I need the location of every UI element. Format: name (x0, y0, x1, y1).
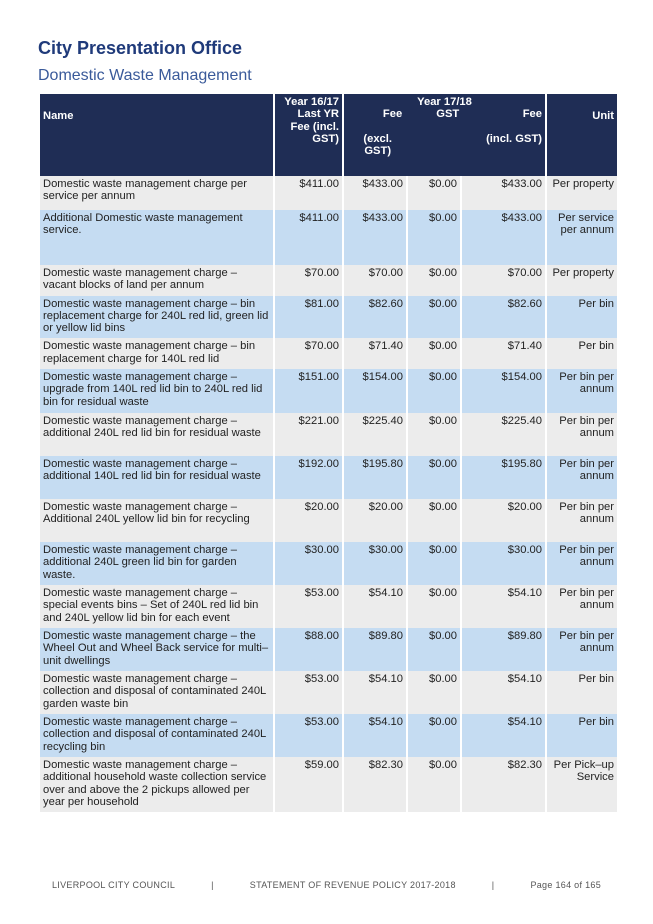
header-fee-excl: Fee (382, 108, 403, 121)
cell-gst: $0.00 (408, 413, 460, 456)
cell-last-year-fee: $192.00 (275, 456, 342, 499)
table-row (40, 265, 617, 296)
cell-fee-excl-gst: $433.00 (344, 176, 406, 210)
header-unit: Unit (547, 94, 617, 176)
cell-name: Domestic waste management charge – the Wheel Out and Wheel Back service for multi–unit dwellings (40, 628, 273, 671)
cell-fee-incl-gst: $89.80 (462, 628, 545, 671)
cell-gst: $0.00 (408, 296, 460, 339)
cell-name: Domestic waste management charge – additional 240L red lid bin for residual waste (40, 413, 273, 456)
fees-table (38, 94, 619, 812)
cell-last-year-fee: $411.00 (275, 210, 342, 265)
header-fee-incl: Fee (522, 108, 542, 121)
table-row (40, 628, 617, 671)
table-row (40, 176, 617, 210)
header-fee-excl-note: (excl. GST) (363, 132, 392, 157)
cell-last-year-fee: $411.00 (275, 176, 342, 210)
cell-fee-excl-gst: $54.10 (344, 714, 406, 757)
header-fee-excl-cell (347, 108, 402, 120)
cell-fee-excl-gst: $20.00 (344, 499, 406, 542)
cell-fee-incl-gst: $225.40 (462, 413, 545, 456)
cell-fee-incl-gst: $82.60 (462, 296, 545, 339)
cell-name: Domestic waste management charge per service per annum (40, 176, 273, 210)
cell-unit: Per bin (547, 671, 617, 714)
cell-fee-excl-gst: $82.30 (344, 757, 406, 812)
cell-last-year-fee: $81.00 (275, 296, 342, 339)
cell-name: Domestic waste management charge – vacant blocks of land per annum (40, 265, 273, 296)
table-row (40, 369, 617, 413)
cell-fee-excl-gst: $195.80 (344, 456, 406, 499)
page-footer (0, 880, 653, 890)
cell-fee-excl-gst: $433.00 (344, 210, 406, 265)
cell-fee-excl-gst: $54.10 (344, 585, 406, 628)
cell-fee-excl-gst: $154.00 (344, 369, 406, 413)
cell-gst: $0.00 (408, 542, 460, 585)
cell-last-year-fee: $53.00 (275, 671, 342, 714)
cell-gst: $0.00 (408, 265, 460, 296)
table-row (40, 456, 617, 499)
cell-fee-excl-gst: $54.10 (344, 671, 406, 714)
table-row (40, 585, 617, 628)
table-row (40, 542, 617, 585)
section-subtitle: Domestic Waste Management (38, 67, 252, 84)
cell-fee-excl-gst: $82.60 (344, 296, 406, 339)
cell-gst: $0.00 (408, 210, 460, 265)
cell-unit: Per bin per annum (547, 628, 617, 671)
footer-doc: STATEMENT OF REVENUE POLICY 2017-2018 (249, 880, 456, 890)
cell-name: Additional Domestic waste management service. (40, 210, 273, 265)
footer-org: LIVERPOOL CITY COUNCIL (52, 880, 176, 890)
cell-last-year-fee: $151.00 (275, 369, 342, 413)
cell-unit: Per Pick–up Service (547, 757, 617, 812)
cell-unit: Per property (547, 265, 617, 296)
footer-sep-1: | (211, 880, 214, 890)
cell-unit: Per bin (547, 296, 617, 339)
cell-gst: $0.00 (408, 369, 460, 413)
table-row (40, 296, 617, 339)
header-fee-incl-cell (459, 108, 542, 120)
cell-last-year-fee: $20.00 (275, 499, 342, 542)
cell-fee-incl-gst: $54.10 (462, 714, 545, 757)
cell-fee-incl-gst: $71.40 (462, 338, 545, 369)
cell-gst: $0.00 (408, 628, 460, 671)
cell-fee-excl-gst: $225.40 (344, 413, 406, 456)
cell-gst: $0.00 (408, 757, 460, 812)
table-row (40, 210, 617, 265)
cell-last-year-fee: $221.00 (275, 413, 342, 456)
header-prev-fee: Last YR Fee (incl. GST) (290, 108, 339, 145)
cell-fee-incl-gst: $54.10 (462, 671, 545, 714)
cell-last-year-fee: $53.00 (275, 585, 342, 628)
table-row (40, 714, 617, 757)
table-row (40, 413, 617, 456)
header-last-year (275, 94, 342, 176)
cell-last-year-fee: $59.00 (275, 757, 342, 812)
cell-fee-excl-gst: $30.00 (344, 542, 406, 585)
cell-name: Domestic waste management charge – additional household waste collection service over and above the 2 pickups allowed per year per household (40, 757, 273, 812)
cell-last-year-fee: $70.00 (275, 338, 342, 369)
cell-gst: $0.00 (408, 338, 460, 369)
cell-fee-excl-gst: $70.00 (344, 265, 406, 296)
cell-gst: $0.00 (408, 176, 460, 210)
cell-name: Domestic waste management charge – upgrade from 140L red lid bin to 240L red lid bin for residual waste (40, 369, 273, 413)
header-current-year (344, 94, 545, 176)
cell-name: Domestic waste management charge – Additional 240L yellow lid bin for recycling (40, 499, 273, 542)
cell-name: Domestic waste management charge – bin replacement charge for 140L red lid (40, 338, 273, 369)
cell-name: Domestic waste management charge – collection and disposal of contaminated 240L recycling bin (40, 714, 273, 757)
header-gst: GST (436, 108, 460, 121)
cell-fee-incl-gst: $54.10 (462, 585, 545, 628)
cell-last-year-fee: $53.00 (275, 714, 342, 757)
header-fee-incl-note: (incl. GST) (486, 132, 542, 145)
table-row (40, 499, 617, 542)
header-cur-year: Year 17/18 (417, 96, 472, 108)
cell-gst: $0.00 (408, 499, 460, 542)
cell-unit: Per bin per annum (547, 542, 617, 585)
cell-unit: Per property (547, 176, 617, 210)
cell-gst: $0.00 (408, 671, 460, 714)
cell-unit: Per bin per annum (547, 499, 617, 542)
cell-name: Domestic waste management charge – collection and disposal of contaminated 240L garden waste bin (40, 671, 273, 714)
cell-fee-excl-gst: $71.40 (344, 338, 406, 369)
cell-gst: $0.00 (408, 456, 460, 499)
header-prev-year: Year 16/17 (284, 96, 339, 108)
cell-unit: Per service per annum (547, 210, 617, 265)
cell-gst: $0.00 (408, 585, 460, 628)
cell-fee-incl-gst: $195.80 (462, 456, 545, 499)
table-row (40, 671, 617, 714)
page-title: City Presentation Office (38, 38, 243, 58)
footer-page: Page 164 of 165 (530, 880, 601, 890)
table-body (40, 176, 617, 812)
cell-fee-incl-gst: $82.30 (462, 757, 545, 812)
cell-unit: Per bin per annum (547, 585, 617, 628)
cell-unit: Per bin (547, 714, 617, 757)
cell-fee-incl-gst: $30.00 (462, 542, 545, 585)
header-name: Name (40, 94, 273, 176)
cell-fee-incl-gst: $433.00 (462, 210, 545, 265)
header-cur-subcols (347, 108, 542, 120)
header-cur-notes (347, 133, 542, 158)
table-row (40, 338, 617, 369)
cell-fee-incl-gst: $70.00 (462, 265, 545, 296)
footer-sep-2: | (491, 880, 495, 890)
cell-unit: Per bin per annum (547, 369, 617, 413)
cell-last-year-fee: $30.00 (275, 542, 342, 585)
cell-gst: $0.00 (408, 714, 460, 757)
cell-fee-incl-gst: $20.00 (462, 499, 545, 542)
table-header-row (40, 94, 617, 176)
cell-fee-excl-gst: $89.80 (344, 628, 406, 671)
cell-name: Domestic waste management charge – bin replacement charge for 240L red lid, green lid or yellow lid bins (40, 296, 273, 339)
cell-unit: Per bin (547, 338, 617, 369)
cell-fee-incl-gst: $433.00 (462, 176, 545, 210)
cell-name: Domestic waste management charge – special events bins – Set of 240L red lid bin and 240L yellow lid bin for each event (40, 585, 273, 628)
cell-unit: Per bin per annum (547, 456, 617, 499)
table-row (40, 757, 617, 812)
cell-name: Domestic waste management charge – additional 140L red lid bin for residual waste (40, 456, 273, 499)
cell-fee-incl-gst: $154.00 (462, 369, 545, 413)
cell-unit: Per bin per annum (547, 413, 617, 456)
cell-name: Domestic waste management charge – additional 240L green lid bin for garden waste. (40, 542, 273, 585)
cell-last-year-fee: $70.00 (275, 265, 342, 296)
cell-last-year-fee: $88.00 (275, 628, 342, 671)
